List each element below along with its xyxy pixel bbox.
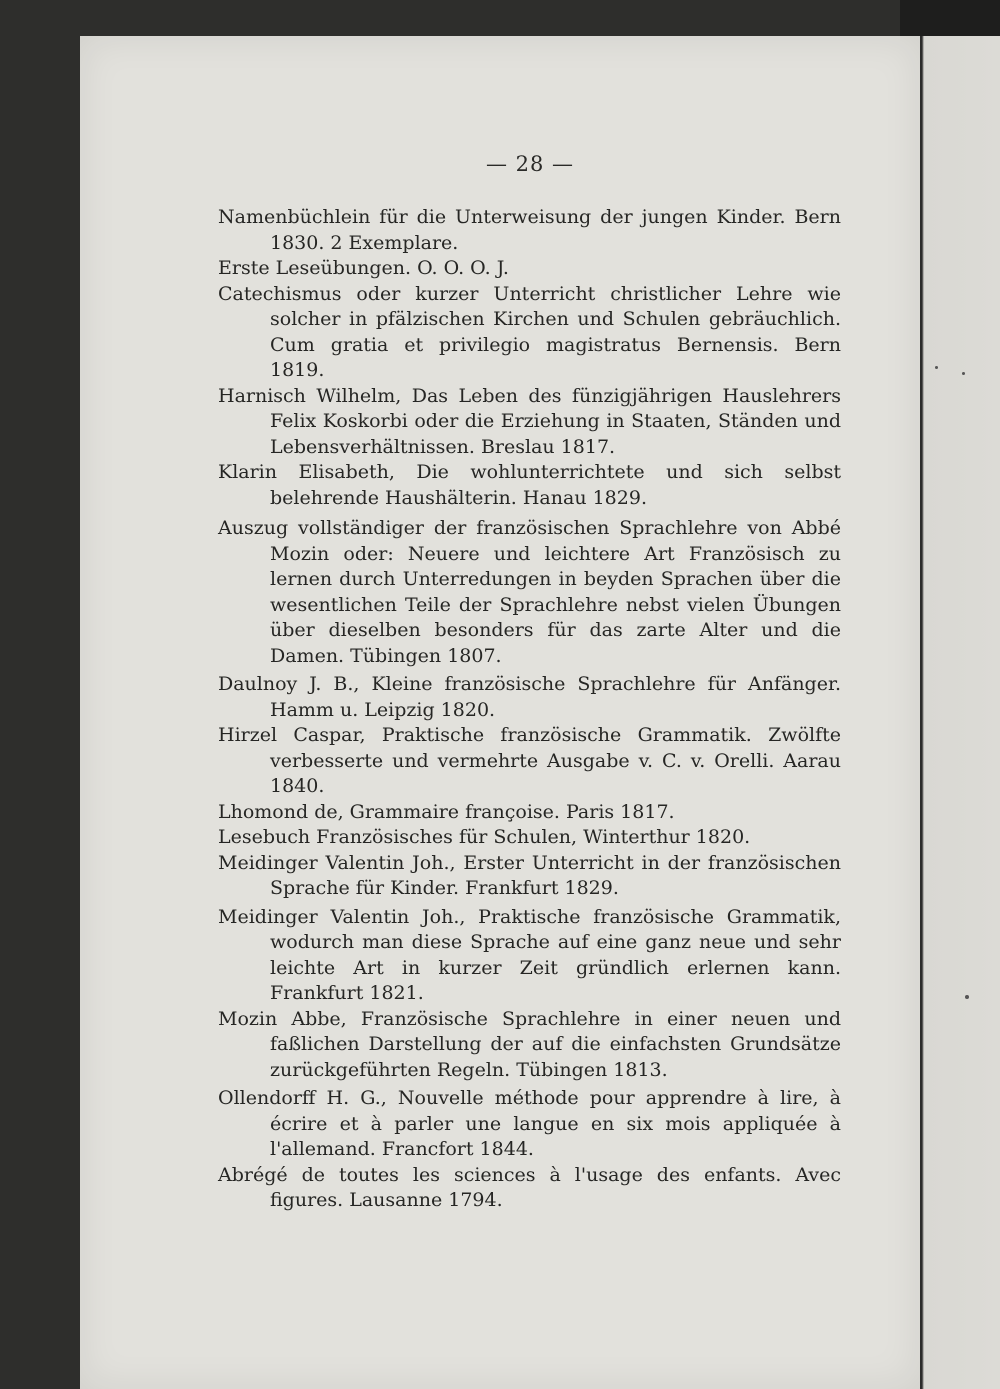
bibliography-entry: Meidinger Valentin Joh., Praktische französische Grammatik, wodurch man diese Sprache auf eine ganz neue und sehr leichte Art in kurzer Zeit gründlich erlernen kann. Frankfurt 1821. [218,905,841,1004]
bibliography-entry: Hirzel Caspar, Praktische französische Grammatik. Zwölfte verbesserte und vermehrte Ausgabe v. C. v. Orelli. Aarau 1840. [218,724,841,797]
bibliography-entry: Lhomond de, Grammaire françoise. Paris 1817. [218,800,675,823]
bibliography-list [218,205,841,1214]
bibliography-entry: Namenbüchlein für die Unterweisung der jungen Kinder. Bern 1830. 2 Exemplare. [218,206,841,254]
next-page-edge [918,36,1000,1389]
bibliography-entry: Lesebuch Französisches für Schulen, Winterthur 1820. [218,826,751,848]
paper-speck [965,995,969,999]
bibliography-entry: Auszug vollständiger der französischen Sprachlehre von Abbé Mozin oder: Neuere und leichtere Art Französisch zu lernen durch Unterredungen in beyden Sprachen über die wesentlichen Teile der Sprachlehre nebst vielen Übungen über dieselben besonders für das zarte Alter und die Damen. Tübingen 1807. [218,517,841,667]
bibliography-entry: Klarin Elisabeth, Die wohlunterrichtete und sich selbst belehrende Haushälterin. Hanau 1829. [218,461,841,509]
bibliography-entry: Meidinger Valentin Joh., Erster Unterricht in der französischen Sprache für Kinder. Frankfurt 1829. [218,851,841,899]
page-number: — 28 — [485,152,575,176]
bibliography-entry: Catechismus oder kurzer Unterricht christlicher Lehre wie solcher in pfälzischen Kirchen und Schulen gebräuchlich. Cum gratia et privilegio magistratus Bernensis. Bern 1819. [218,282,841,381]
bibliography-entry: Harnisch Wilhelm, Das Leben des fünzigjährigen Hauslehrers Felix Koskorbi oder die Erziehung in Staaten, Ständen und Lebensverhältnissen. Breslau 1817. [218,384,841,458]
paper-speck [935,366,938,369]
bibliography-entry: Abrégé de toutes les sciences à l'usage des enfants. Avec figures. Lausanne 1794. [218,1163,841,1211]
paper-speck [962,372,965,375]
scan-top-border [0,0,1000,36]
bibliography-entry: Mozin Abbe, Französische Sprachlehre in einer neuen und faßlichen Darstellung der auf die einfachsten Grundsätze zurückgeführten Regeln. Tübingen 1813. [218,1007,841,1081]
bibliography-entry: Daulnoy J. B., Kleine französische Sprachlehre für Anfänger. Hamm u. Leipzig 1820. [218,673,841,721]
bibliography-entry: Erste Leseübungen. O. O. O. J. [218,257,509,279]
bibliography-entry: Ollendorff H. G., Nouvelle méthode pour apprendre à lire, à écrire et à parler une langue en six mois appliquée à l'allemand. Francfort 1844. [218,1087,841,1160]
scan-left-border [0,0,80,1389]
